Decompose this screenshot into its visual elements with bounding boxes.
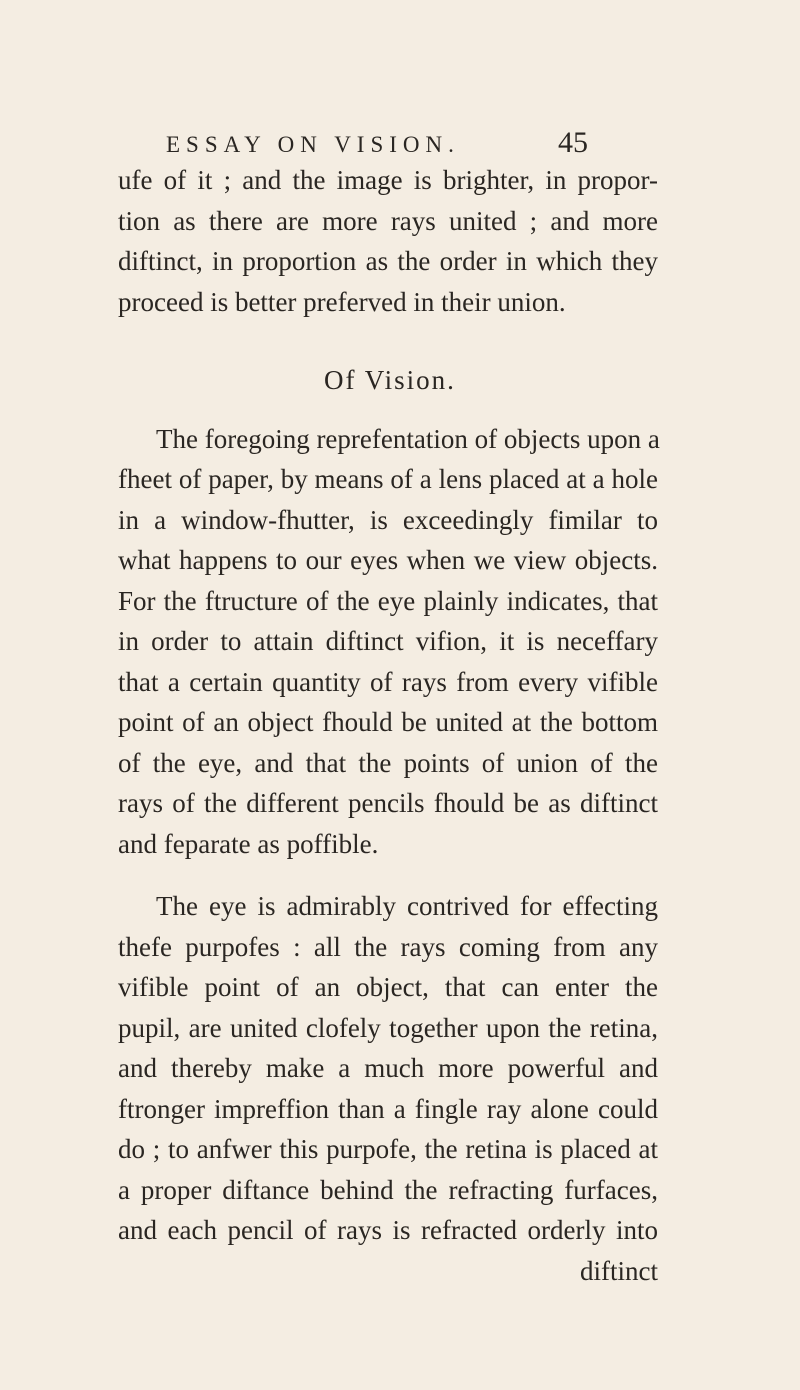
text-line: of the eye, and that the points of union of the	[118, 747, 658, 778]
catchword: diftinct	[580, 1255, 658, 1286]
text-line: ftronger impreffion than a fingle ray alone could	[118, 1093, 658, 1124]
paragraph-gap	[118, 864, 658, 886]
text-line: fheet of paper, by means of a lens placed at a hole	[118, 464, 658, 494]
text-line: For the ftructure of the eye plainly indicates, that	[118, 585, 658, 616]
text-line: rays of the different pencils fhould be as diftinct	[118, 788, 658, 818]
text-line: in order to attain diftinct vifion, it is neceffary	[118, 626, 658, 656]
text-line: vifible point of an object, that can enter the	[118, 972, 658, 1002]
paragraph-3	[118, 886, 658, 1291]
text-line: thefe purpofes : all the rays coming from any	[118, 931, 658, 962]
running-title: ESSAY ON VISION.	[166, 132, 460, 157]
body-text	[118, 160, 658, 1291]
text-line: in a window-fhutter, is exceedingly fimilar to	[118, 504, 658, 535]
section-heading: Of Vision.	[324, 365, 456, 395]
text-line: point of an object fhould be united at the bottom	[118, 707, 658, 737]
text-line: ufe of it ; and the image is brighter, in propor-	[118, 165, 658, 195]
text-line: and each pencil of rays is refracted orderly into	[118, 1215, 658, 1245]
text-line: The foregoing reprefentation of objects upon a	[156, 423, 660, 454]
text-line: proceed is better preferved in their union.	[118, 286, 566, 317]
text-line: tion as there are more rays united ; and more	[118, 205, 658, 236]
page-number: 45	[558, 126, 588, 159]
text-line: The eye is admirably contrived for effecting	[156, 891, 658, 921]
paragraph-1	[118, 160, 658, 322]
text-line: what happens to our eyes when we view objects.	[118, 545, 658, 575]
text-line: diftinct, in proportion as the order in which they	[118, 246, 658, 276]
text-line: do ; to anfwer this purpofe, the retina is placed at	[118, 1134, 658, 1164]
paragraph-2	[118, 419, 658, 865]
text-line: that a certain quantity of rays from every vifible	[118, 666, 658, 697]
text-line: and thereby make a much more powerful and	[118, 1053, 658, 1083]
text-line: and feparate as poffible.	[118, 828, 379, 859]
text-line: a proper diftance behind the refracting furfaces,	[118, 1174, 658, 1205]
text-line: pupil, are united clofely together upon the retina,	[118, 1012, 658, 1043]
